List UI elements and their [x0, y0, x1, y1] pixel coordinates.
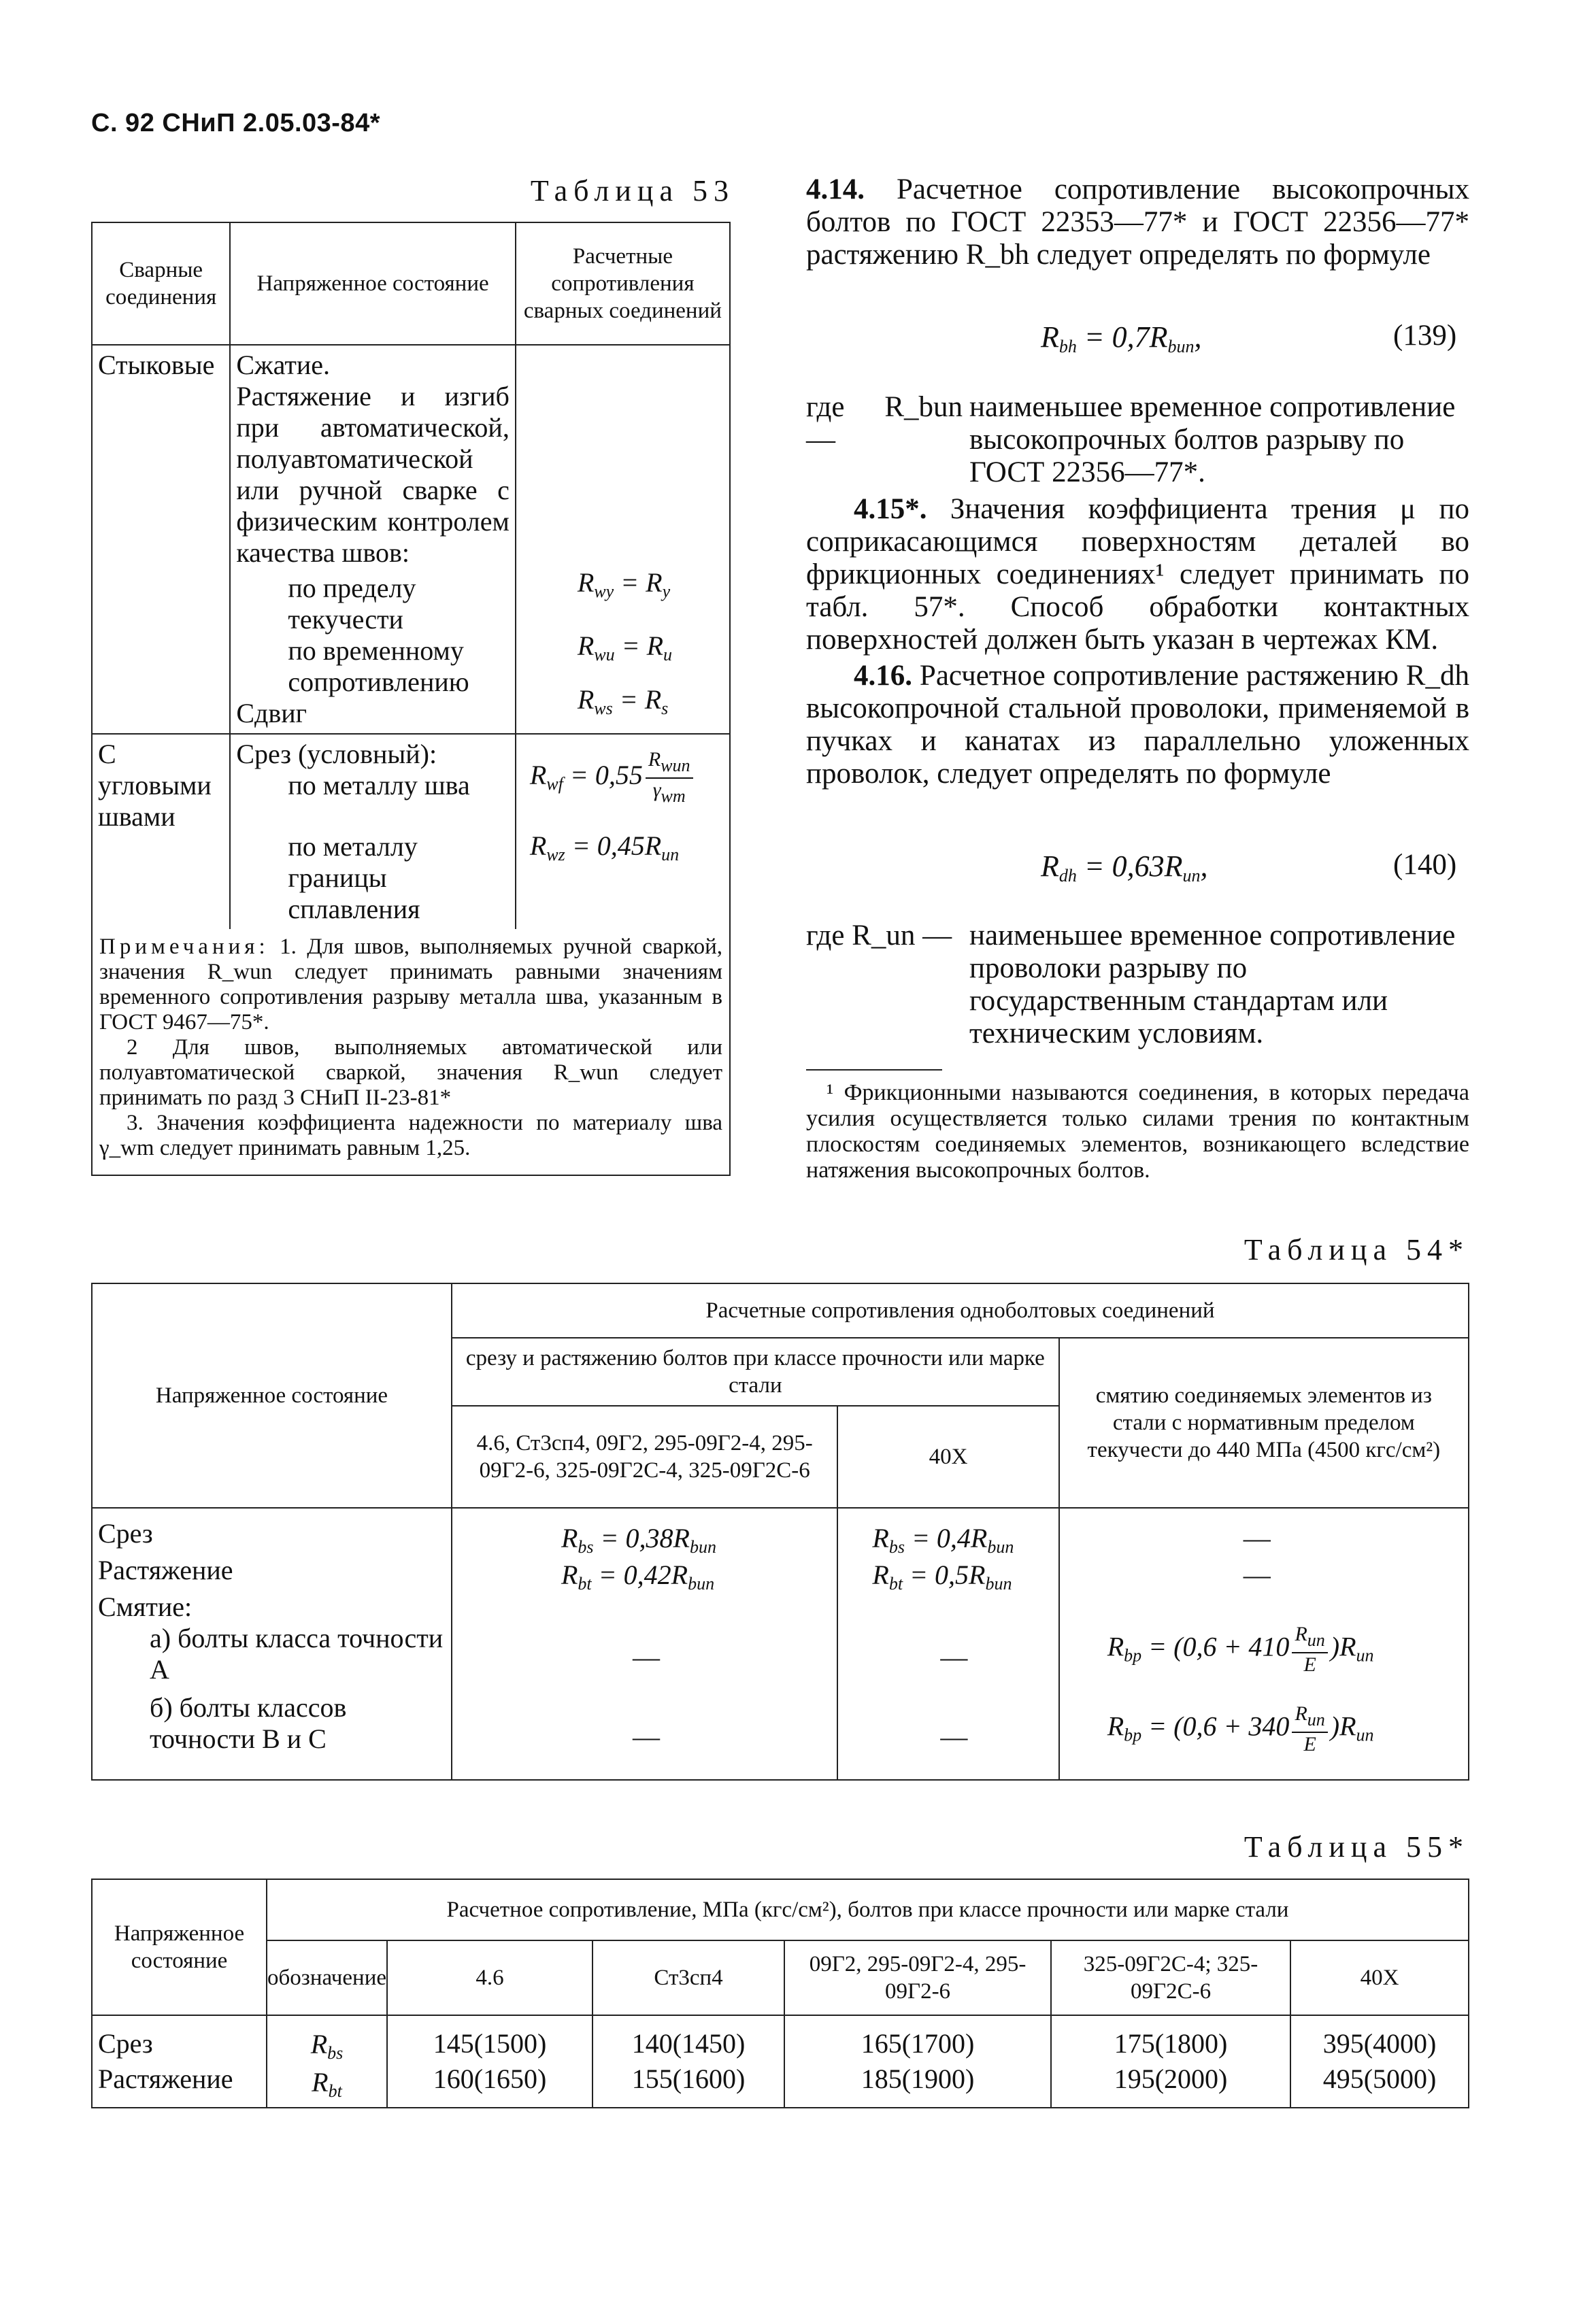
table55: [91, 1879, 1469, 2108]
t54-grade2: 40Х: [837, 1406, 1058, 1508]
t53-notes: Примечания: 1. Для швов, выполняемых ручной сваркой, значения R_wun следует принимать равными значениям временного сопротивления разрыву металла шва, указанным в ГОСТ 9467—75*. 2 Для швов, выполняемых автоматической или полуавтоматической сваркой, значения R_wun следует принимать по разд 3 СНиП II-23-81* 3. Значения коэффициента надежности по материалу шва γ_wm следует принимать равным 1,25.: [92, 929, 730, 1175]
t55-states: Срез Растяжение: [92, 2015, 267, 2108]
formula-140-number: (140): [1393, 849, 1457, 881]
t54-bearing-header: смятию соединяемых элементов из стали с нормативным пределом текучести до 440 МПа (4500 кгс/см²): [1059, 1338, 1469, 1508]
page-header: С. 92 СНиП 2.05.03-84*: [91, 109, 380, 137]
table54-caption: Таблица 54*: [1244, 1233, 1469, 1266]
formula-139-where: где R_bun —: [806, 391, 963, 456]
t55-col-state: Напряженное состояние: [92, 1879, 267, 2015]
formula-139: $R_{bh} = 0,7R_{bun}$,: [1041, 320, 1202, 356]
section-4-16: 4.16. Расчетное сопротивление растяжению R_dh высокопрочной стальной проволоки, применяемой в пучках и канатах из параллельно уложенных проволок, следует определять по формуле: [806, 660, 1469, 790]
t54-grade1: 4.6, Ст3сп4, 09Г2, 295-09Г2-4, 295-09Г2-6, 325-09Г2С-4, 325-09Г2С-6: [452, 1406, 837, 1508]
formula-139-definition: наименьшее временное сопротивление высокопрочных болтов разрыву по ГОСТ 22356—77*.: [969, 391, 1456, 488]
t55-values-col1: 140(1450) 155(1600): [593, 2015, 784, 2108]
t54-top-header: Расчетные сопротивления одноболтовых соединений: [452, 1283, 1469, 1338]
formula-140-where: где R_un —: [806, 920, 952, 952]
section-4-15: 4.15*. Значения коэффициента трения μ по соприкасающимся поверхностям деталей во фрикционных соединениях¹ следует принимать по табл. 57*. Способ обработки контактных поверхностей должен быть указан в чертежах КМ.: [806, 493, 1469, 656]
t55-values-col0: 145(1500) 160(1650): [387, 2015, 593, 2108]
t55-values-col4: 395(4000) 495(5000): [1290, 2015, 1469, 2108]
t55-grade-3: 325-09Г2С-4; 325-09Г2С-6: [1051, 1940, 1290, 2015]
formula-140: $R_{dh} = 0,63R_{un}$,: [1041, 849, 1208, 886]
t55-top-header: Расчетное сопротивление, МПа (кгс/см²), болтов при классе прочности или марке стали: [267, 1879, 1469, 1940]
t53-fillet-formulas: $R_{wf} = 0,55$ $\frac{R_{wun}}{\gamma_{wm}}$ $R_{wz} = 0,45R_{un}$: [516, 734, 730, 929]
t55-grade-1: Ст3сп4: [593, 1940, 784, 2015]
table54: [91, 1283, 1469, 1781]
footnote: ¹ Фрикционными называются соединения, в которых передача усилия осуществляется только силами трения по контактным плоскостям соединяемых элементов, возникающего вследствие натяжения высокопрочных болтов.: [806, 1080, 1469, 1183]
table53-caption: Таблица 53: [530, 174, 735, 207]
t54-grade1-values: $R_{bs} = 0,38R_{bun}$ $R_{bt} = 0,42R_{bun}$ — —: [452, 1508, 837, 1780]
section-4-14: 4.14. Расчетное сопротивление высокопрочных болтов по ГОСТ 22353—77* и ГОСТ 22356—77* растяжению R_bh следует определять по формуле: [806, 173, 1469, 271]
table55-caption: Таблица 55*: [1244, 1830, 1469, 1864]
t53-butt-formulas: $R_{wy} = R_y$ $R_{wu} = R_u$ $R_{ws} = R_s$: [516, 345, 730, 734]
t53-butt-state: Сжатие. Растяжение и изгиб при автоматической, полуавтоматической или ручной сварке с физическим контролем качества швов: по пределу текучести по временному сопротивлению Сдвиг: [230, 345, 515, 734]
t53-fillet-state: Срез (условный): по металлу шва по металлу границы сплавления: [230, 734, 515, 929]
t53-butt-label: Стыковые: [92, 345, 230, 734]
t54-bearing-values: — — $R_{bp} = (0,6 + 410$ $\frac{R_{un}}{E}$ )$R_{un}$ $R_{bp} = (0,6 + 340$ $\frac{R_{un}}{E}$ )$R_{un}$: [1059, 1508, 1469, 1780]
table53: [91, 222, 731, 1176]
t53-col-joints: Сварные соединения: [92, 222, 230, 345]
t53-fillet-label: С угловыми швами: [92, 734, 230, 929]
t55-grade-4: 40Х: [1290, 1940, 1469, 2015]
t55-grade-2: 09Г2, 295-09Г2-4, 295-09Г2-6: [784, 1940, 1051, 2015]
t55-values-col2: 165(1700) 185(1900): [784, 2015, 1051, 2108]
t54-grade2-values: $R_{bs} = 0,4R_{bun}$ $R_{bt} = 0,5R_{bun}$ — —: [837, 1508, 1058, 1780]
footnote-divider: [806, 1069, 942, 1071]
t53-col-state: Напряженное состояние: [230, 222, 515, 345]
formula-139-number: (139): [1393, 320, 1457, 352]
t53-col-resist: Расчетные сопротивления сварных соединений: [516, 222, 730, 345]
t55-col-symbol: обозначение: [267, 1940, 387, 2015]
formula-140-definition: наименьшее временное сопротивление проволоки разрыву по государственным стандартам или техническим условиям.: [969, 920, 1456, 1049]
t54-col-state: Напряженное состояние: [92, 1283, 452, 1508]
t55-symbols: $R_{bs}$ $R_{bt}$: [267, 2015, 387, 2108]
t54-sub-header: срезу и растяжению болтов при классе прочности или марке стали: [452, 1338, 1059, 1406]
t54-states: Срез Растяжение Смятие: а) болты класса точности А б) болты классов точности В и С: [92, 1508, 452, 1780]
t55-values-col3: 175(1800) 195(2000): [1051, 2015, 1290, 2108]
t55-grade-0: 4.6: [387, 1940, 593, 2015]
